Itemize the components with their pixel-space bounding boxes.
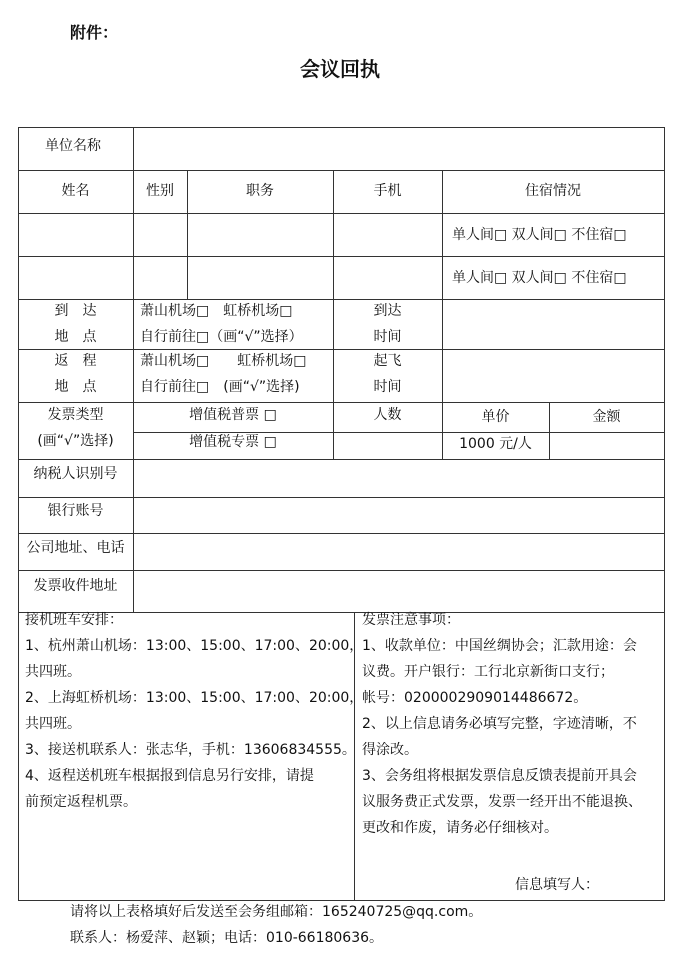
count-label: 人数 xyxy=(373,407,402,423)
header-gender: 性别 xyxy=(146,183,174,199)
invoice-note-line: 1、收款单位：中国丝绸协会；汇款用途：会 xyxy=(362,638,637,654)
shuttle-title: 接机班车安排： xyxy=(25,612,123,628)
invoice-type-label-1: 发票类型 xyxy=(47,407,104,423)
invoice-note-line: 帐号：0200002909014486672。 xyxy=(362,690,588,706)
arrival-label-2: 地 点 xyxy=(54,329,97,345)
amount-label: 金额 xyxy=(592,409,621,425)
invoice-option-normal[interactable]: 增值税普票 □ xyxy=(189,407,277,423)
header-phone: 手机 xyxy=(373,183,402,199)
return-options-2[interactable]: 自行前往□ (画“√”选择) xyxy=(140,379,300,395)
shuttle-line: 1、杭州萧山机场：13:00、15:00、17:00、20:00， xyxy=(25,638,364,654)
invoice-address-label: 发票收件地址 xyxy=(33,578,118,594)
shuttle-line: 3、接送机联系人：张志华，手机：13606834555。 xyxy=(25,742,356,758)
arrival-options-2[interactable]: 自行前往□（画“√”选择） xyxy=(140,329,303,345)
arrival-label-1: 到 达 xyxy=(54,303,97,319)
taxpayer-id-label: 纳税人识别号 xyxy=(33,466,118,482)
header-lodging: 住宿情况 xyxy=(525,183,581,199)
invoice-note-line: 更改和作废，请务必仔细核对。 xyxy=(362,820,558,836)
header-name: 姓名 xyxy=(61,183,90,199)
departure-time-label-2: 时间 xyxy=(373,379,402,395)
invoice-notes-title: 发票注意事项： xyxy=(362,612,460,628)
return-label-2: 地 点 xyxy=(54,379,97,395)
unit-price-value: 1000 元/人 xyxy=(459,436,532,452)
attachment-label: 附件： xyxy=(70,23,119,42)
footer-line-1: 请将以上表格填好后发送至会务组邮箱：165240725@qq.com。 xyxy=(70,904,483,920)
lodging-options-2[interactable]: 单人间□ 双人间□ 不住宿□ xyxy=(452,270,627,286)
filler-label: 信息填写人： xyxy=(515,877,599,893)
return-label-1: 返 程 xyxy=(54,353,97,369)
shuttle-line: 共四班。 xyxy=(25,716,81,732)
header-position: 职务 xyxy=(246,183,274,199)
bank-account-label: 银行账号 xyxy=(47,503,104,519)
arrival-time-label-2: 时间 xyxy=(373,329,402,345)
company-address-label: 公司地址、电话 xyxy=(26,540,125,556)
shuttle-section xyxy=(25,607,363,815)
return-options-1[interactable]: 萧山机场□ 虹桥机场□ xyxy=(140,353,307,369)
invoice-type-label-2: (画“√”选择) xyxy=(37,433,114,449)
invoice-note-line: 议服务费正式发票，发票一经开出不能退换、 xyxy=(362,794,642,810)
invoice-note-line: 得涂改。 xyxy=(362,742,418,758)
shuttle-line: 前预定返程机票。 xyxy=(25,794,137,810)
arrival-time-label-1: 到达 xyxy=(373,303,402,319)
unit-price-label: 单价 xyxy=(481,409,510,425)
invoice-note-line: 议费。开户银行：工行北京新街口支行； xyxy=(362,664,614,680)
invoice-note-line: 2、以上信息请务必填写完整，字迹清晰，不 xyxy=(362,716,637,732)
shuttle-line: 共四班。 xyxy=(25,664,81,680)
lodging-options-1[interactable]: 单人间□ 双人间□ 不住宿□ xyxy=(452,227,627,243)
invoice-option-special[interactable]: 增值税专票 □ xyxy=(189,434,277,450)
footer-line-2: 联系人：杨爱萍、赵颖；电话：010-66180636。 xyxy=(70,930,384,946)
departure-time-label-1: 起飞 xyxy=(373,353,402,369)
invoice-notes-section xyxy=(362,607,642,841)
shuttle-line: 2、上海虹桥机场：13:00、15:00、17:00、20:00， xyxy=(25,690,364,706)
arrival-options-1[interactable]: 萧山机场□ 虹桥机场□ xyxy=(140,303,293,319)
page-title: 会议回执 xyxy=(300,57,380,81)
unit-name-label: 单位名称 xyxy=(45,138,101,154)
shuttle-line: 4、返程送机班车根据报到信息另行安排，请提 xyxy=(25,768,314,784)
invoice-note-line: 3、会务组将根据发票信息反馈表提前开具会 xyxy=(362,768,637,784)
